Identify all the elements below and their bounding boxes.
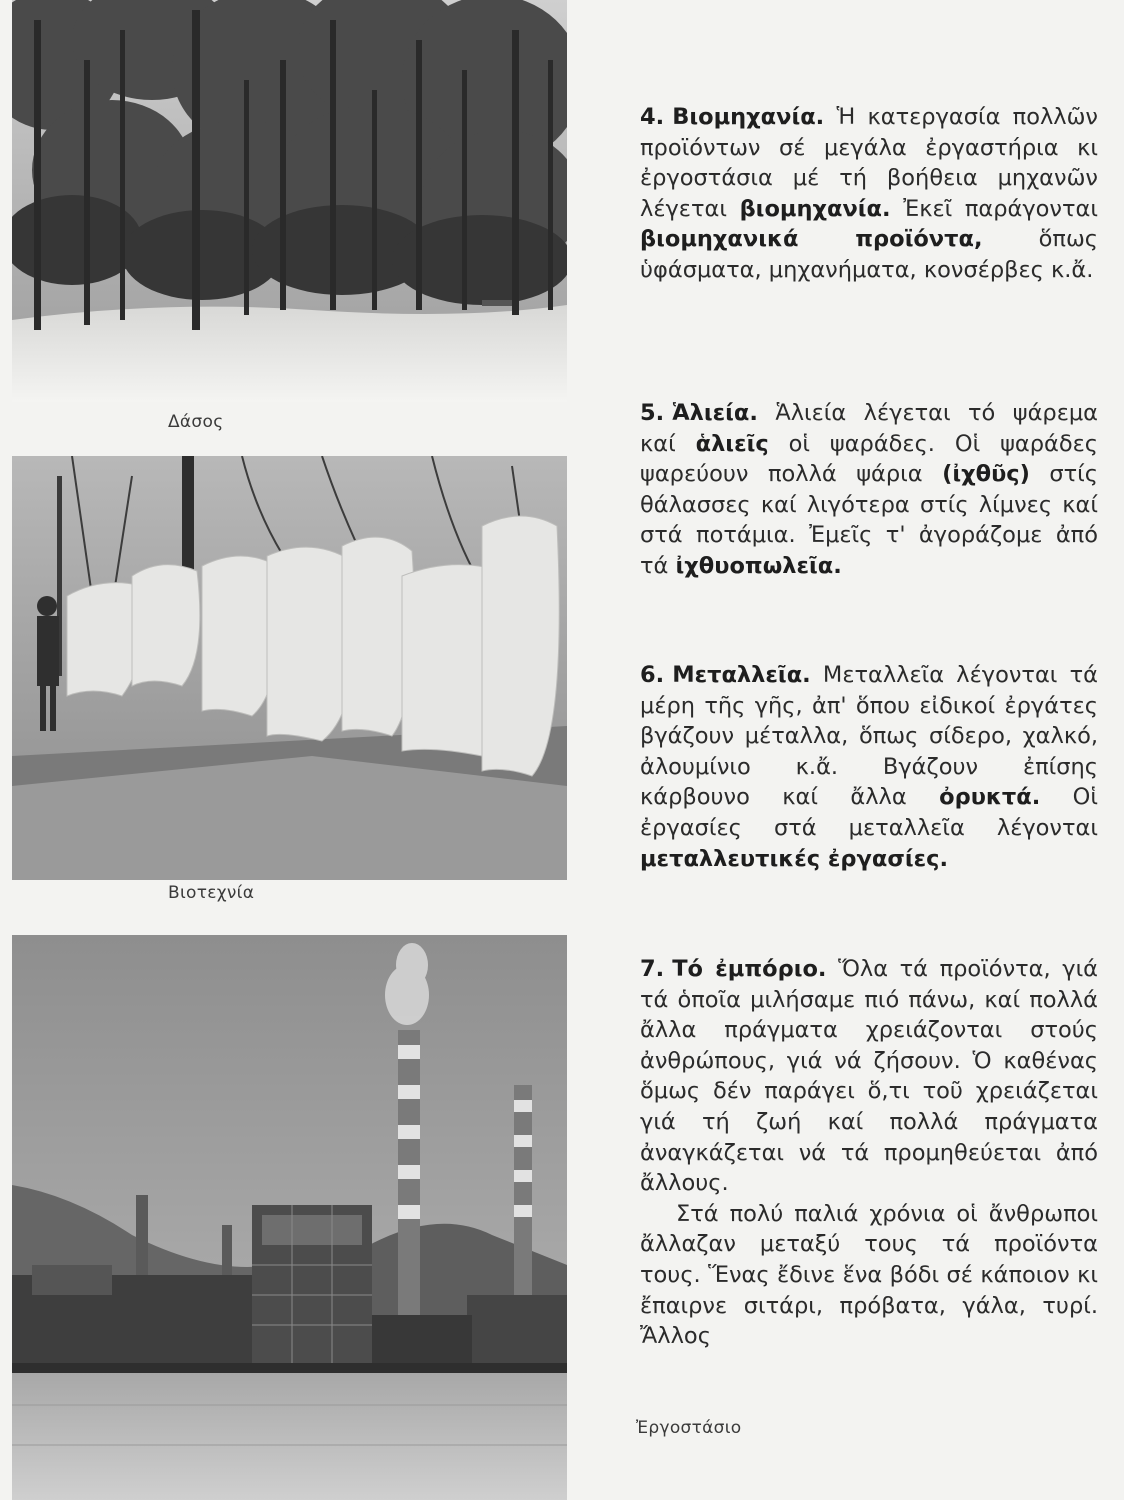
- body-text: Ἁλιεία λέγεται τό ψάρεμα καί: [640, 400, 1098, 457]
- body-text: οἱ ψαράδες. Οἱ ψαράδες ψαρεύουν πολλά ψάρια: [640, 430, 1098, 488]
- factory-photo: [12, 935, 567, 1500]
- body-text: στίς θάλασσες καί λιγότερα στίς λίμνες καί στά ποτάμια. Ἐμεῖς τ' ἀγοράζομε ἀπό τά: [640, 461, 1098, 579]
- forest-photo: [12, 0, 567, 402]
- section-mines: [640, 660, 1098, 874]
- bold-term: ἁλιεῖς: [695, 430, 769, 457]
- body-text: Μεταλλεῖα λέγονται τά μέρη τῆς γῆς, ἀπ' ὅπου εἰδικοί ἐργάτες βγάζουν μέταλλα, ὅπως σίδερο, χαλκό, ἀλουμίνιο κ.ἄ. Βγάζουν ἐπίσης κάρβουνο καί ἄλλα: [640, 662, 1098, 811]
- section-industry: [640, 102, 1098, 286]
- section-fishing: [640, 398, 1098, 582]
- forest-caption: Δάσος: [168, 412, 224, 432]
- bold-term: Μεταλλεῖα.: [672, 662, 811, 688]
- section-paragraph: [640, 102, 1098, 286]
- bold-term: ὀρυκτά.: [939, 784, 1041, 811]
- crafts-photo: [12, 456, 567, 880]
- section-number: 5.: [640, 400, 665, 426]
- bold-term: (ἰχθῦς): [942, 461, 1030, 488]
- section-number: 7.: [640, 956, 665, 982]
- factory-caption: Ἐργοστάσιο: [636, 1418, 742, 1438]
- bold-term: Τό ἐμπόριο.: [672, 956, 827, 982]
- bold-term: βιομηχανία.: [739, 195, 891, 222]
- section-commerce: [640, 954, 1098, 1352]
- bold-term: Βιομηχανία.: [672, 104, 825, 130]
- section-number: 4.: [640, 104, 665, 130]
- section-continuation: Στά πολύ παλιά χρόνια οἱ ἄνθρωποι ἄλλαζαν μεταξύ τους τά προϊόντα τους. Ἕνας ἔδινε ἕνα βόδι σέ κάποιον κι ἔπαιρνε σιτάρι, πρόβατα, γάλα, τυρί. Ἄλλος: [640, 1200, 1098, 1350]
- body-text: Ὅλα τά προϊόντα, γιά τά ὁποῖα μιλήσαμε πιό πάνω, καί πολλά ἄλλα πράγματα χρειάζονται στούς ἀνθρώπους, γιά νά ζήσουν. Ὁ καθένας ὅμως δέν παράγει ὅ,τι τοῦ χρειάζεται γιά τή ζωή καί πολλά πράγματα ἀναγκάζεται νά τά προμηθεύεται ἀπό ἄλλους.: [640, 956, 1099, 1197]
- body-text: Οἱ ἐργασίες στά μεταλλεῖα λέγονται: [640, 784, 1098, 841]
- body-text: Ἡ κατεργασία πολλῶν προϊόντων σέ μεγάλα ἐργαστήρια κι ἐργοστάσια μέ τή βοήθεια μηχανῶν λέγεται: [640, 104, 1098, 222]
- body-text: Ἐκεῖ παράγονται: [890, 195, 1098, 222]
- section-paragraph: [640, 954, 1098, 1199]
- section-paragraph: [640, 398, 1098, 582]
- bold-term: μεταλλευτικές ἐργασίες.: [640, 845, 949, 872]
- section-paragraph: [640, 660, 1098, 874]
- bold-term: ἰχθυοπωλεῖα.: [675, 552, 842, 579]
- body-text: ὅπως ὑφάσματα, μηχανήματα, κονσέρβες κ.ἄ.: [640, 226, 1098, 283]
- crafts-caption: Βιοτεχνία: [168, 883, 255, 903]
- bold-term: Ἁλιεία.: [672, 400, 758, 426]
- bold-term: βιομηχανικά προϊόντα,: [640, 226, 983, 253]
- section-number: 6.: [640, 662, 665, 688]
